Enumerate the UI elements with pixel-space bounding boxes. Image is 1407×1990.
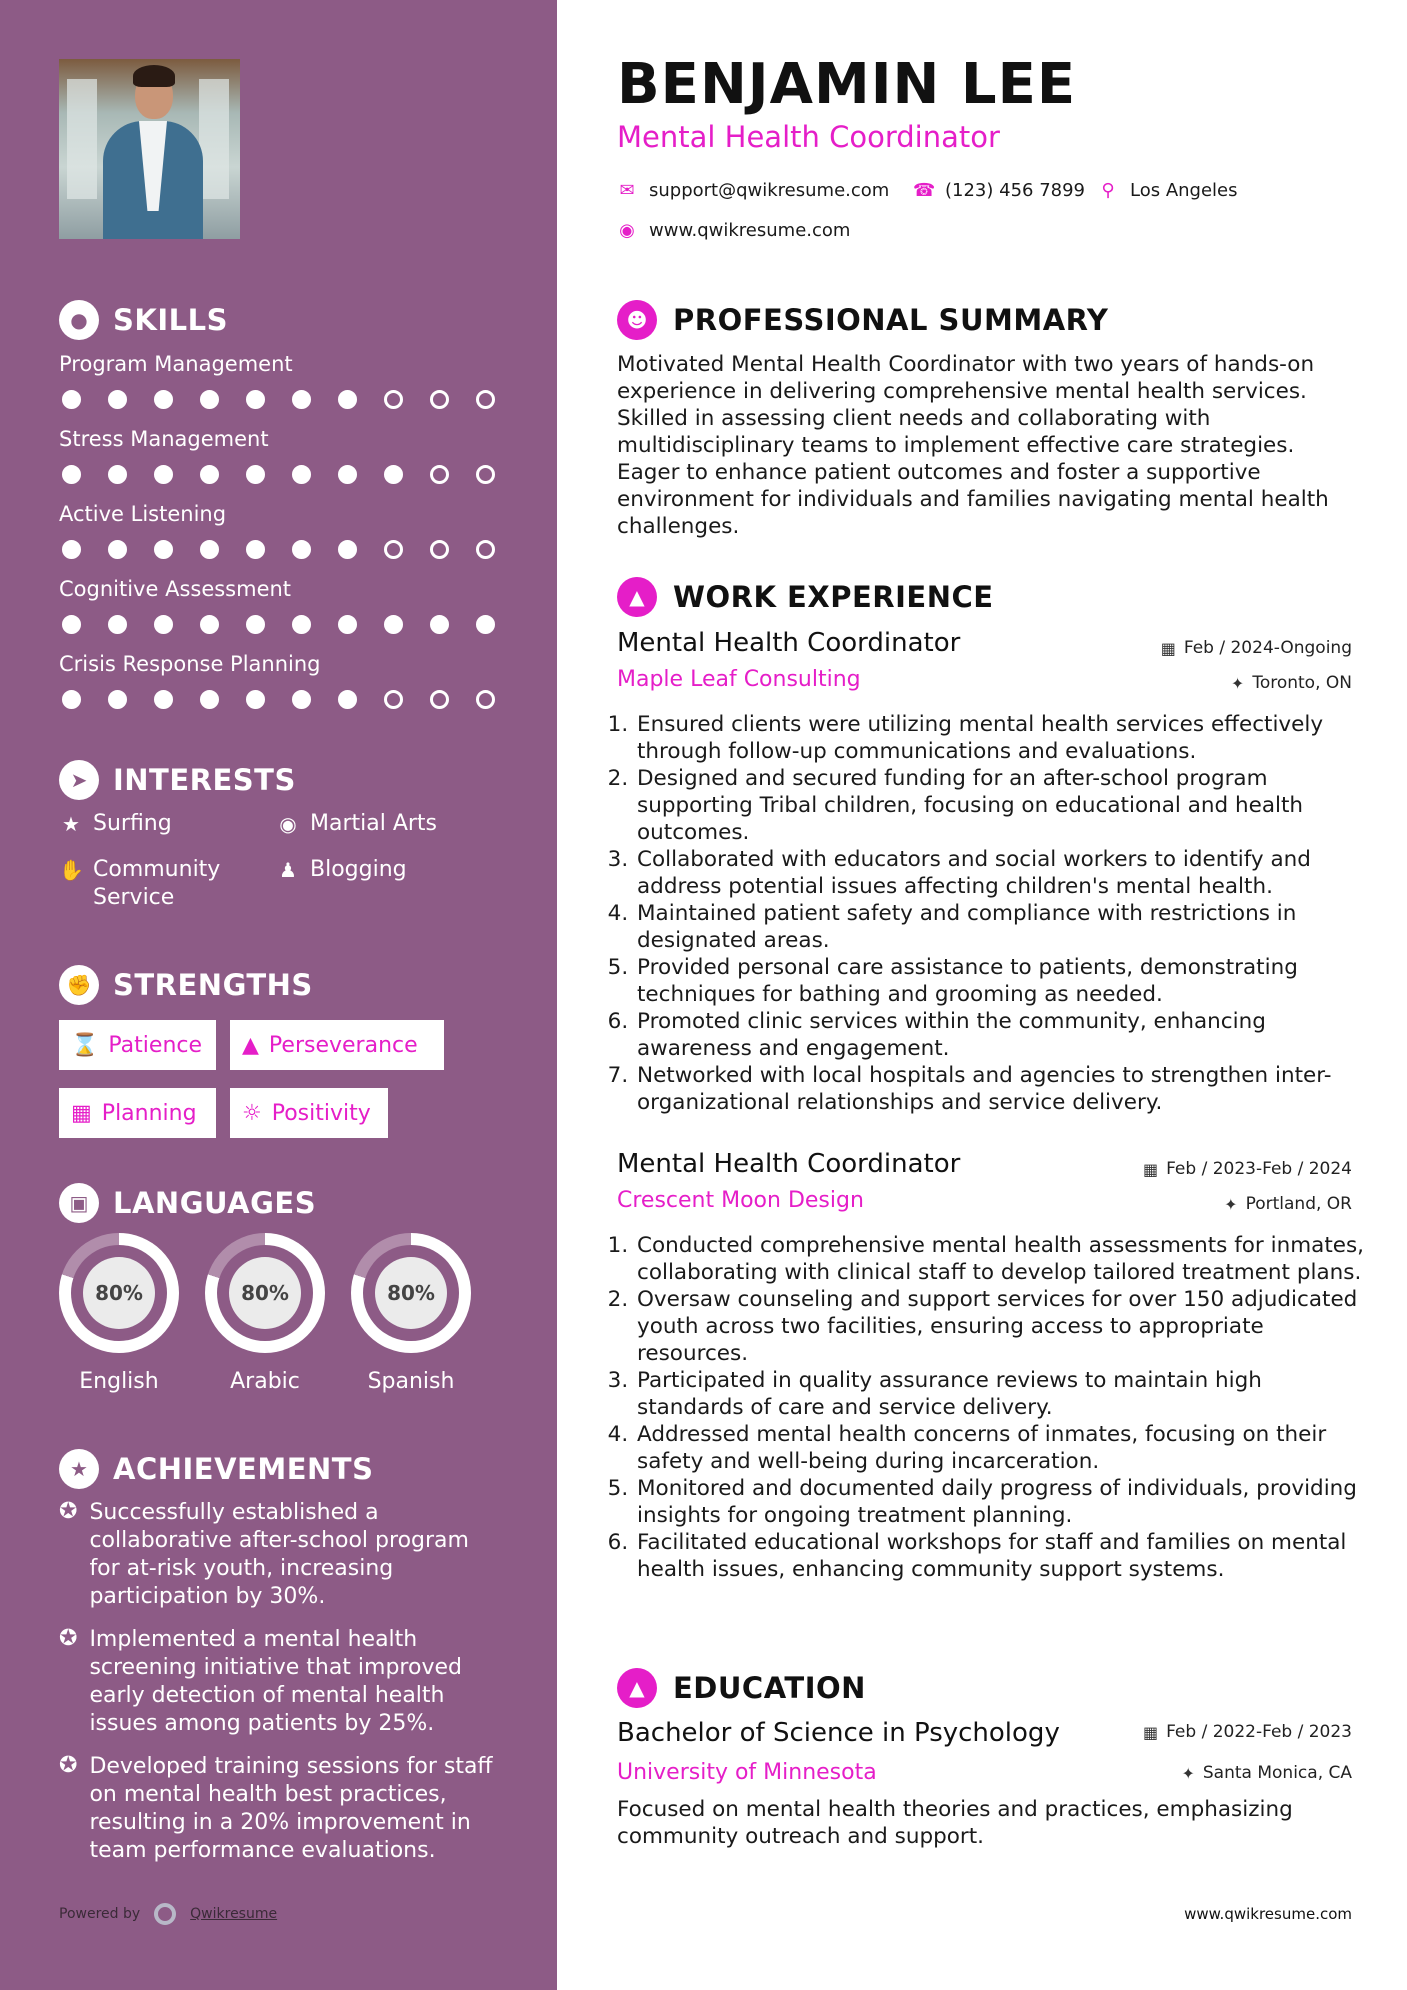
achievement-text: Successfully established a collaborative after-school program for at-risk youth, increasing participation by 30%. — [89, 1500, 469, 1609]
rating-dot-filled — [384, 465, 403, 484]
summary-heading — [617, 300, 1108, 340]
hourglass-icon: ⌛ — [71, 1032, 99, 1058]
rating-dot-filled — [246, 390, 265, 409]
paper-plane-icon: ➤ — [59, 760, 99, 800]
rating-dot-filled — [200, 465, 219, 484]
achievement-item — [59, 1626, 499, 1738]
users-icon: ♟ — [279, 858, 297, 882]
candidate-role: Mental Health Coordinator — [617, 120, 1000, 154]
rating-dot-empty — [430, 465, 449, 484]
interest-item — [276, 856, 407, 884]
qwikresume-logo-icon — [154, 1903, 176, 1925]
pushpin-icon: ✦ — [1224, 1194, 1238, 1214]
skills-heading — [59, 300, 228, 340]
achievement-text: Implemented a mental health screening initiative that improved early detection of mental health issues among patients by 25%. — [89, 1627, 462, 1736]
job-bullets — [617, 711, 1375, 1116]
phone-icon: ☎ — [913, 180, 936, 201]
calendar-icon: ▦ — [71, 1100, 92, 1126]
hand-icon: ✋ — [59, 858, 84, 882]
rating-dot-filled — [292, 465, 311, 484]
education-dates-text: Feb / 2022-Feb / 2023 — [1166, 1722, 1352, 1742]
school-name: University of Minnesota — [617, 1760, 877, 1785]
language-ring — [205, 1233, 325, 1353]
rating-dot-filled — [154, 390, 173, 409]
shooting-star-icon: ✪ — [59, 1626, 78, 1651]
education-title: EDUCATION — [673, 1671, 866, 1705]
education-location — [1181, 1763, 1352, 1783]
achievements-title: ACHIEVEMENTS — [113, 1452, 374, 1486]
rating-dot-filled — [384, 615, 403, 634]
rating-dot-filled — [476, 615, 495, 634]
interest-label: Surfing — [93, 811, 172, 836]
rating-dot-empty — [476, 690, 495, 709]
rating-dot-empty — [476, 465, 495, 484]
skill-label: Cognitive Assessment — [59, 577, 292, 601]
language-english — [59, 1233, 179, 1394]
rating-dot-filled — [62, 690, 81, 709]
education-text: Focused on mental health theories and practices, emphasizing community outreach and support. — [617, 1797, 1293, 1849]
rating-dot-filled — [338, 465, 357, 484]
skill-rating — [59, 615, 529, 634]
rating-dot-filled — [246, 465, 265, 484]
skill-rating — [59, 690, 529, 709]
strengths-heading — [59, 965, 313, 1005]
interest-item — [59, 856, 239, 912]
strength-tag — [59, 1020, 216, 1070]
shooting-star-icon: ✪ — [59, 1753, 78, 1778]
rating-dot-filled — [200, 690, 219, 709]
skill-label: Program Management — [59, 352, 293, 376]
job-bullet: 3. Collaborated with educators and social workers to identify and address potential issues affecting children's mental health. — [635, 846, 1375, 900]
experience-title: WORK EXPERIENCE — [673, 580, 994, 614]
hikers-icon: ▲ — [242, 1032, 259, 1058]
footer-website[interactable]: www.qwikresume.com — [1184, 1905, 1352, 1923]
job-location-text: Portland, OR — [1245, 1194, 1352, 1214]
rating-dot-empty — [430, 390, 449, 409]
rating-dot-filled — [62, 390, 81, 409]
powered-by — [59, 1903, 277, 1925]
skill-label: Stress Management — [59, 427, 269, 451]
rating-dot-filled — [338, 615, 357, 634]
interests-heading — [59, 760, 296, 800]
map-pin-icon: ⚲ — [1101, 180, 1115, 201]
summary-title: PROFESSIONAL SUMMARY — [673, 303, 1109, 337]
translate-icon: ▣ — [59, 1183, 99, 1223]
strength-label: Positivity — [271, 1100, 371, 1126]
rating-dot-filled — [62, 465, 81, 484]
job-location — [1231, 673, 1352, 693]
rating-dot-filled — [108, 690, 127, 709]
interest-item — [276, 810, 437, 838]
skill-item — [59, 577, 529, 634]
rating-dot-filled — [154, 615, 173, 634]
strength-label: Planning — [101, 1100, 197, 1126]
language-arabic — [205, 1233, 325, 1394]
experience-heading — [617, 577, 994, 617]
website-text[interactable]: www.qwikresume.com — [649, 220, 851, 241]
rating-dot-filled — [200, 540, 219, 559]
main-content — [617, 0, 1365, 1990]
user-icon: ☻ — [617, 300, 657, 340]
rating-dot-empty — [384, 390, 403, 409]
rating-dot-filled — [200, 390, 219, 409]
job-bullet: 6. Promoted clinic services within the community, enhancing awareness and engagement. — [635, 1008, 1375, 1062]
job-bullet: 2. Designed and secured funding for an after-school program supporting Tribal children, focusing on educational and health outcomes. — [635, 765, 1375, 846]
achievement-item — [59, 1753, 499, 1865]
interests-title: INTERESTS — [113, 763, 296, 797]
location-text: Los Angeles — [1130, 180, 1238, 201]
lightbulb-icon: ● — [59, 300, 99, 340]
rating-dot-empty — [384, 540, 403, 559]
achievements-heading — [59, 1449, 373, 1489]
contact-website — [617, 220, 850, 241]
powered-by-label: Powered by — [59, 1906, 141, 1922]
rating-dot-empty — [430, 540, 449, 559]
rating-dot-empty — [430, 690, 449, 709]
skill-item — [59, 427, 529, 484]
rating-dot-filled — [246, 690, 265, 709]
achievement-item — [59, 1499, 499, 1611]
skill-label: Crisis Response Planning — [59, 652, 321, 676]
calendar-icon: ▦ — [1160, 638, 1176, 658]
job-bullet: 5. Provided personal care assistance to patients, demonstrating techniques for bathing and grooming as needed. — [635, 954, 1375, 1008]
job-company: Maple Leaf Consulting — [617, 667, 861, 692]
language-label: Arabic — [230, 1369, 300, 1394]
interest-label: Martial Arts — [310, 811, 438, 836]
job-bullet: 5. Monitored and documented daily progress of individuals, providing insights for ongoing treatment planning. — [635, 1475, 1375, 1529]
language-label: Spanish — [367, 1369, 455, 1394]
job-dates — [1161, 638, 1352, 658]
language-percent: 80% — [375, 1257, 447, 1329]
education-dates — [1143, 1722, 1352, 1742]
rating-dot-filled — [246, 540, 265, 559]
contact-location — [1098, 180, 1238, 201]
star-icon: ★ — [62, 812, 80, 836]
education-location-text: Santa Monica, CA — [1202, 1763, 1352, 1783]
rating-dot-filled — [292, 690, 311, 709]
rating-dot-filled — [338, 690, 357, 709]
job-bullet: 4. Maintained patient safety and compliance with restrictions in designated areas. — [635, 900, 1375, 954]
interest-item — [59, 810, 172, 838]
briefcase-icon: ▲ — [617, 577, 657, 617]
job-title: Mental Health Coordinator — [617, 628, 961, 658]
education-heading — [617, 1668, 866, 1708]
globe-icon: ◉ — [619, 220, 635, 241]
language-spanish — [351, 1233, 471, 1394]
profile-photo — [59, 59, 240, 239]
language-percent: 80% — [229, 1257, 301, 1329]
rating-dot-filled — [200, 615, 219, 634]
shooting-star-icon: ✪ — [59, 1499, 78, 1524]
job-bullet: 7. Networked with local hospitals and agencies to strengthen inter-organizational relationships and service delivery. — [635, 1062, 1375, 1116]
pushpin-icon: ✦ — [1230, 673, 1245, 693]
language-percent: 80% — [83, 1257, 155, 1329]
job-location — [1224, 1194, 1352, 1214]
rating-dot-filled — [338, 540, 357, 559]
powered-by-link[interactable]: Qwikresume — [190, 1906, 278, 1922]
skill-rating — [59, 390, 529, 409]
job-bullet: 2. Oversaw counseling and support services for over 150 adjudicated youth across two facilities, ensuring access to appropriate resources. — [635, 1286, 1375, 1367]
rating-dot-filled — [108, 615, 127, 634]
job-bullet: 6. Facilitated educational workshops for staff and families on mental health issues, enhancing community support systems. — [635, 1529, 1375, 1583]
summary-text: Motivated Mental Health Coordinator with two years of hands-on experience in delivering comprehensive mental health services. Skilled in assessing client needs and collaborating with multidisciplinary teams to implement effective care strategies. Eager to enhance patient outcomes and foster a supportive environment for individuals and families navigating mental health challenges. — [617, 352, 1329, 539]
rating-dot-empty — [476, 540, 495, 559]
strength-label: Perseverance — [268, 1032, 418, 1058]
strengths-title: STRENGTHS — [113, 968, 313, 1002]
email-text[interactable]: support@qwikresume.com — [649, 180, 890, 201]
rating-dot-filled — [154, 540, 173, 559]
strength-tag — [230, 1020, 444, 1070]
rating-dot-filled — [154, 690, 173, 709]
job-dates-text: Feb / 2024-Ongoing — [1183, 638, 1352, 658]
skill-item — [59, 502, 529, 559]
calendar-icon: ▦ — [1142, 1722, 1159, 1742]
job-bullet: 4. Addressed mental health concerns of inmates, focusing on their safety and well-being during incarceration. — [635, 1421, 1375, 1475]
candidate-name: BENJAMIN LEE — [617, 52, 1077, 117]
degree-title: Bachelor of Science in Psychology — [617, 1718, 1060, 1748]
sidebar — [0, 0, 557, 1990]
strength-tag — [59, 1088, 216, 1138]
rating-dot-filled — [292, 390, 311, 409]
strength-tag — [230, 1088, 388, 1138]
language-label: English — [79, 1369, 159, 1394]
job-bullet: 1. Conducted comprehensive mental health assessments for inmates, collaborating with clinical staff to develop tailored treatment plans. — [635, 1232, 1375, 1286]
rating-dot-filled — [108, 390, 127, 409]
rating-dot-filled — [292, 615, 311, 634]
job-bullet: 1. Ensured clients were utilizing mental health services effectively through follow-up communications and evaluations. — [635, 711, 1375, 765]
globe-icon: ◉ — [279, 812, 297, 836]
language-ring — [351, 1233, 471, 1353]
contact-phone — [913, 180, 1085, 201]
calendar-icon: ▦ — [1142, 1159, 1159, 1179]
skill-rating — [59, 540, 529, 559]
skill-label: Active Listening — [59, 502, 227, 526]
job-title: Mental Health Coordinator — [617, 1149, 961, 1179]
contact-email — [617, 180, 889, 201]
job-bullets — [617, 1232, 1375, 1583]
rating-dot-filled — [430, 615, 449, 634]
star-badge-icon: ★ — [59, 1449, 99, 1489]
skills-title: SKILLS — [113, 303, 228, 337]
interest-label: Community Service — [93, 857, 221, 910]
job-dates — [1143, 1159, 1352, 1179]
languages-heading — [59, 1183, 316, 1223]
rating-dot-empty — [384, 690, 403, 709]
job-bullet: 3. Participated in quality assurance reviews to maintain high standards of care and service delivery. — [635, 1367, 1375, 1421]
job-location-text: Toronto, ON — [1252, 673, 1352, 693]
job-dates-text: Feb / 2023-Feb / 2024 — [1166, 1159, 1352, 1179]
achievement-text: Developed training sessions for staff on mental health best practices, resulting in a 20% improvement in team performance evaluations. — [89, 1754, 493, 1863]
skill-rating — [59, 465, 529, 484]
pushpin-icon: ✦ — [1181, 1763, 1195, 1783]
rating-dot-filled — [108, 465, 127, 484]
phone-text[interactable]: (123) 456 7899 — [945, 180, 1086, 201]
rating-dot-filled — [154, 465, 173, 484]
sun-icon: ☼ — [242, 1100, 262, 1126]
rating-dot-empty — [476, 390, 495, 409]
rating-dot-filled — [338, 390, 357, 409]
job-company: Crescent Moon Design — [617, 1188, 864, 1213]
rating-dot-filled — [292, 540, 311, 559]
rating-dot-filled — [62, 540, 81, 559]
languages-title: LANGUAGES — [113, 1186, 317, 1220]
rating-dot-filled — [62, 615, 81, 634]
skill-item — [59, 352, 529, 409]
rating-dot-filled — [108, 540, 127, 559]
envelope-icon: ✉ — [619, 180, 635, 201]
graduation-cap-icon: ▲ — [617, 1668, 657, 1708]
strength-label: Patience — [108, 1032, 203, 1058]
language-ring — [59, 1233, 179, 1353]
rating-dot-filled — [246, 615, 265, 634]
interest-label: Blogging — [310, 857, 407, 882]
skill-item — [59, 652, 529, 709]
fist-icon: ✊ — [59, 965, 99, 1005]
